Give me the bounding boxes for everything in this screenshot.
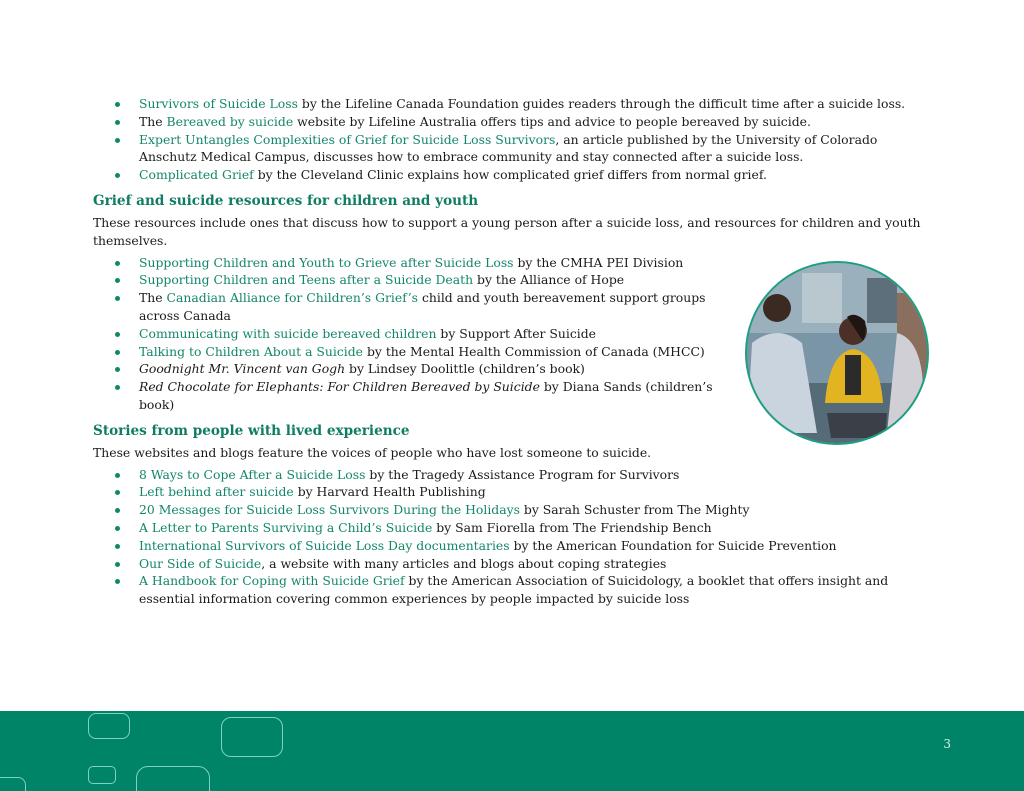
item-description: by the American Association of Suicidology, a booklet that offers insight and essential information covering common experiences by people impacted by suicide loss bbox=[139, 573, 889, 607]
decorative-rounded-square bbox=[88, 713, 130, 739]
list-item bbox=[139, 519, 923, 537]
resource-link[interactable]: Complicated Grief bbox=[139, 167, 254, 183]
item-description: by Harvard Health Publishing bbox=[293, 484, 486, 500]
section-intro-children: These resources include ones that discuss how to support a young person after a suicide loss, and resources for children and youth themselves. bbox=[93, 214, 921, 248]
item-description: by the American Foundation for Suicide Prevention bbox=[509, 537, 837, 553]
list-item bbox=[139, 537, 923, 555]
resource-link[interactable]: 8 Ways to Cope After a Suicide Loss bbox=[139, 466, 366, 482]
item-description: by Lindsey Doolittle (children’s book) bbox=[345, 361, 585, 377]
resource-link[interactable]: Talking to Children About a Suicide bbox=[139, 343, 364, 359]
section-heading-stories: Stories from people with lived experience bbox=[93, 422, 410, 439]
resource-link[interactable]: Left behind after suicide bbox=[139, 484, 294, 500]
list-item bbox=[139, 254, 729, 272]
list-item bbox=[139, 572, 923, 608]
resource-list-top bbox=[93, 95, 923, 184]
item-description: child and youth bereavement support groups across Canada bbox=[139, 290, 706, 323]
item-description: by Diana Sands (children’s book) bbox=[139, 379, 713, 412]
item-description: website by Lifeline Australia offers tips and advice to people bereaved by suicide. bbox=[293, 113, 811, 129]
item-text-prefix: The bbox=[139, 113, 167, 129]
item-description: , a website with many articles and blogs about coping strategies bbox=[261, 555, 667, 571]
list-item bbox=[139, 166, 923, 184]
list-item bbox=[139, 501, 923, 519]
item-description: by the Mental Health Commission of Canada (MHCC) bbox=[363, 343, 705, 359]
resource-link[interactable]: A Letter to Parents Surviving a Child’s Suicide bbox=[139, 519, 433, 535]
item-description: by the Cleveland Clinic explains how complicated grief differs from normal grief. bbox=[253, 167, 767, 183]
list-item bbox=[139, 483, 923, 501]
list-item bbox=[139, 378, 729, 414]
support-group-photo bbox=[745, 261, 929, 445]
page-number: 3 bbox=[943, 737, 951, 751]
resource-link[interactable]: Supporting Children and Teens after a Suicide Death bbox=[139, 272, 474, 288]
list-item bbox=[139, 466, 923, 484]
item-description: by Sam Fiorella from The Friendship Bench bbox=[432, 519, 712, 535]
list-item bbox=[139, 360, 729, 378]
list-item bbox=[139, 271, 729, 289]
section-intro-stories: These websites and blogs feature the voices of people who have lost someone to suicide. bbox=[93, 444, 652, 460]
list-item bbox=[139, 325, 729, 343]
list-item bbox=[139, 95, 923, 113]
footer-band bbox=[0, 711, 1024, 791]
item-description: by the Lifeline Canada Foundation guides readers through the difficult time after a suicide loss. bbox=[297, 96, 906, 111]
decorative-rounded-square bbox=[221, 717, 283, 757]
list-item bbox=[139, 289, 729, 325]
item-description: , an article published by the University of Colorado Anschutz Medical Campus, discusses how to embrace community and stay connected after a suicide loss. bbox=[139, 131, 878, 165]
resource-link[interactable]: A Handbook for Coping with Suicide Grief bbox=[139, 573, 405, 589]
list-item bbox=[139, 555, 923, 573]
resource-link[interactable]: 20 Messages for Suicide Loss Survivors During the Holidays bbox=[139, 502, 520, 518]
resource-link[interactable]: Bereaved by suicide bbox=[166, 113, 294, 129]
list-item bbox=[139, 343, 729, 361]
decorative-rounded-square bbox=[88, 766, 116, 784]
resource-link[interactable]: International Survivors of Suicide Loss Day documentaries bbox=[139, 537, 510, 553]
item-description: by the CMHA PEI Division bbox=[513, 254, 684, 270]
item-description: by Sarah Schuster from The Mighty bbox=[519, 502, 750, 518]
book-title: Red Chocolate for Elephants: For Children Bereaved by Suicide bbox=[139, 379, 540, 395]
list-item bbox=[139, 131, 923, 167]
decorative-rounded-square bbox=[136, 766, 210, 791]
item-description: by the Tragedy Assistance Program for Survivors bbox=[365, 466, 680, 482]
resource-link[interactable]: Communicating with suicide bereaved children bbox=[139, 325, 437, 341]
item-description: by Support After Suicide bbox=[436, 325, 597, 341]
resource-link[interactable]: Supporting Children and Youth to Grieve after Suicide Loss bbox=[139, 254, 514, 270]
list-item bbox=[139, 113, 923, 131]
resource-link[interactable]: Canadian Alliance for Children’s Grief’s bbox=[166, 290, 418, 306]
resource-list-stories bbox=[93, 466, 923, 608]
resource-link[interactable]: Survivors of Suicide Loss bbox=[139, 96, 298, 111]
book-title: Goodnight Mr. Vincent van Gogh bbox=[139, 361, 346, 377]
decorative-rounded-square bbox=[0, 777, 26, 791]
item-text-prefix: The bbox=[139, 290, 167, 306]
resource-link[interactable]: Expert Untangles Complexities of Grief for Suicide Loss Survivors bbox=[139, 131, 556, 147]
photo-illustration bbox=[747, 263, 927, 443]
item-description: by the Alliance of Hope bbox=[473, 272, 625, 288]
resource-link[interactable]: Our Side of Suicide bbox=[139, 555, 262, 571]
section-heading-children: Grief and suicide resources for children and youth bbox=[93, 192, 479, 209]
